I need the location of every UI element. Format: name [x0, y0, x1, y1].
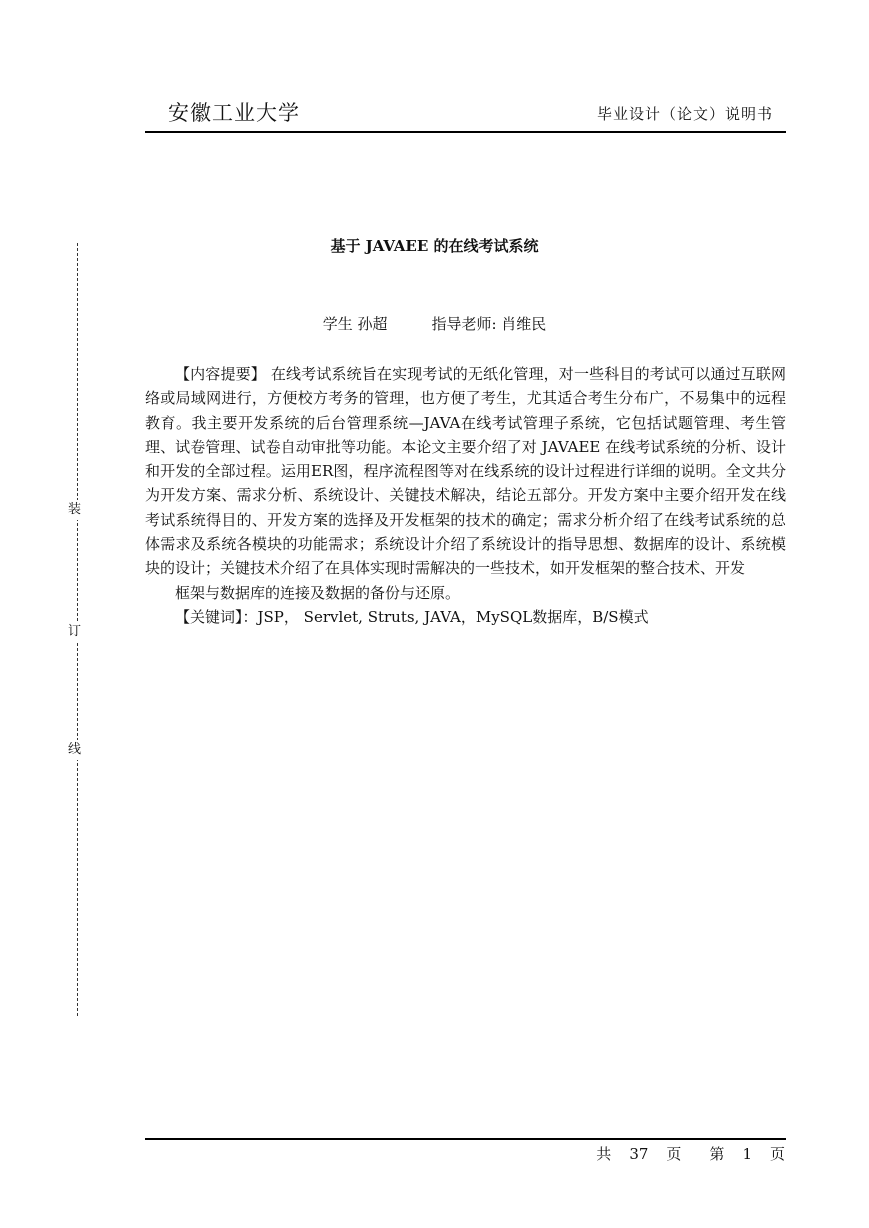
- thesis-title: 基于 JAVAEE 的在线考试系统: [330, 237, 539, 255]
- document-type: 毕业设计（论文）说明书: [596, 105, 773, 123]
- page-number: 1: [742, 1145, 752, 1163]
- total-prefix: 共: [596, 1145, 612, 1163]
- author-line: [0, 313, 869, 334]
- binding-mark-zhuang: 装: [68, 500, 81, 520]
- student-name: 学生 孙超: [322, 315, 388, 333]
- abstract-paragraph: [145, 362, 786, 581]
- keywords-line: [145, 605, 786, 629]
- abstract-body: 在线考试系统旨在实现考试的无纸化管理，对一些科目的考试可以通过互联网络或局域网进行，方便校方考务的管理，也方便了考生，尤其适合考生分布广，不易集中的远程教育。我主要开发系统的后台管理系统—JAVA在线考试管理子系统，它包括试题管理、考生管理、试卷管理、试卷自动审批等功能。本论文主要介绍了对 JAVAEE 在线考试系统的分析、设计和开发的全部过程。运用ER图，程序流程图等对在线系统的设计过程进行详细的说明。全文共分为开发方案、需求分析、系统设计、关键技术解决，结论五部分。开发方案中主要介绍开发在线考试系统得目的、开发方案的选择及开发框架的技术的确定；需求分析介绍了在线考试系统的总体需求及系统各模块的功能需求；系统设计介绍了系统设计的指导思想、数据库的设计、系统模块的设计；关键技术介绍了在具体实现时需解决的一些技术，如开发框架的整合技术、开发: [145, 365, 786, 578]
- abstract-continuation: 框架与数据库的连接及数据的备份与还原。: [175, 583, 461, 602]
- university-name: 安徽工业大学: [168, 101, 300, 125]
- page-suffix: 页: [769, 1145, 785, 1163]
- footer-rule: [145, 1138, 786, 1140]
- total-suffix: 页: [666, 1145, 682, 1163]
- page-counter: [578, 1143, 785, 1164]
- total-pages: 37: [629, 1145, 649, 1163]
- binding-mark-ding: 订: [68, 622, 81, 642]
- binding-mark-xian: 线: [68, 740, 81, 760]
- advisor-name: 指导老师: 肖维民: [431, 315, 547, 333]
- abstract-section: [145, 362, 786, 629]
- keywords-label: 【关键词】：: [175, 607, 258, 626]
- abstract-label: 【内容提要】: [175, 365, 266, 383]
- keywords-text: JSP， Servlet, Struts, JAVA，MySQL数据库，B/S模式: [257, 607, 649, 626]
- page-prefix: 第: [709, 1145, 725, 1163]
- header-rule: [145, 131, 786, 133]
